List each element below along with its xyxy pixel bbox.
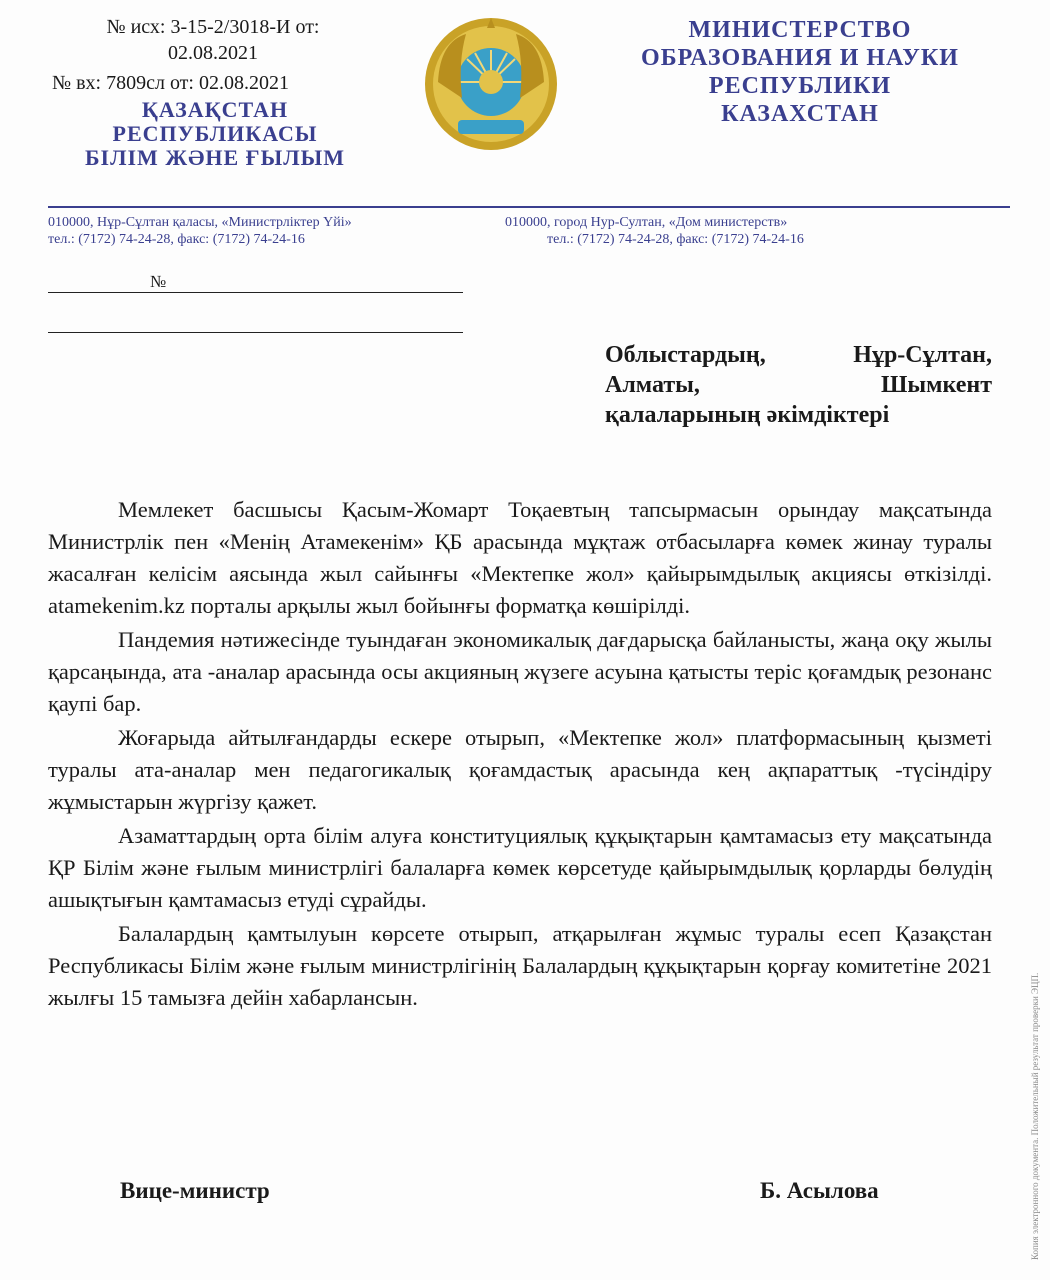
reg-number-blank [48, 272, 463, 293]
outgoing-date: 02.08.2021 [168, 42, 258, 64]
number-sign: № [150, 272, 167, 291]
signatory-name: Б. Асылова [760, 1178, 879, 1203]
reg-date-blank [48, 312, 463, 333]
signatory-position: Вице-министр [120, 1178, 270, 1203]
paragraph-1: Мемлекет басшысы Қасым-Жомарт Тоқаевтың тапсырмасын орындау мақсатында Министрлік пен «Менің Атамекенім» ҚБ арасында мұқтаж отбасыларға көмек жинау туралы жасалған келісім аясында жыл сайынғы «Мектепке жол» қайырымдылық акциясы өткізілді. atamekenim.kz порталы арқылы жыл бойынғы форматқа көшірілді. [48, 497, 992, 618]
header-divider [48, 206, 1010, 208]
paragraph-2: Пандемия нәтижесінде туындаған экономикалық дағдарысқа байланысты, жаңа оқу жылы қарсаңында, ата -аналар арасында осы акцияның жүзеге асуына қатысты теріс қоғамдық резонанс қаупі бар. [48, 627, 992, 716]
ecp-side-note: Копия электронного документа. Положительный результат проверки ЭЦП. [1030, 972, 1040, 1260]
org-name-kz: ҚАЗАҚСТАН РЕСПУБЛИКАСЫ БІЛІМ ЖӘНЕ ҒЫЛЫМ [85, 98, 345, 166]
address-ru: 010000, город Нур-Султан, «Дом министерств» тел.: (7172) 74-24-28, факс: (7172) 74-24-16 [505, 215, 804, 247]
address-kz: 010000, Нұр-Сұлтан қаласы, «Министрліктер Үйі» тел.: (7172) 74-24-28, факс: (7172) 74-24-16 [48, 215, 352, 247]
addressee-block: Облыстардың, Нұр-Сұлтан, Алматы, Шымкент қалаларының әкімдіктері [605, 342, 992, 428]
letter-body [48, 494, 992, 1014]
org-name-ru: МИНИСТЕРСТВО ОБРАЗОВАНИЯ И НАУКИ РЕСПУБЛИКИ КАЗАХСТАН [641, 17, 959, 127]
paragraph-4: Азаматтардың орта білім алуға конституциялық құқықтарын қамтамасыз ету мақсатында ҚР Білім және ғылым министрлігі балаларға көмек көрсетуде қайырымдылық қорларды бөлудің ашықтығын қамтамасыз етуді сұрайды. [48, 823, 992, 912]
paragraph-5: Балалардың қамтылуын көрсете отырып, атқарылған жұмыс туралы есеп Қазақстан Республикасы Білім және ғылым министрлігінің Балалардың құқықтарын қорғау комитетіне 2021 жылғы 15 тамызға дейін хабарлансын. [48, 921, 992, 1010]
incoming-number: № вх: 7809сл от: 02.08.2021 [52, 72, 289, 94]
state-emblem-icon [418, 12, 564, 152]
paragraph-3: Жоғарыда айтылғандарды ескере отырып, «Мектепке жол» платформасының қызметі туралы ата-аналар мен педагогикалық қоғамдастық арасында кең ақпараттық -түсіндіру жұмыстарын жүргізу қажет. [48, 725, 992, 814]
outgoing-number: № исх: 3-15-2/3018-И от: 02.08.2021 [68, 14, 358, 66]
